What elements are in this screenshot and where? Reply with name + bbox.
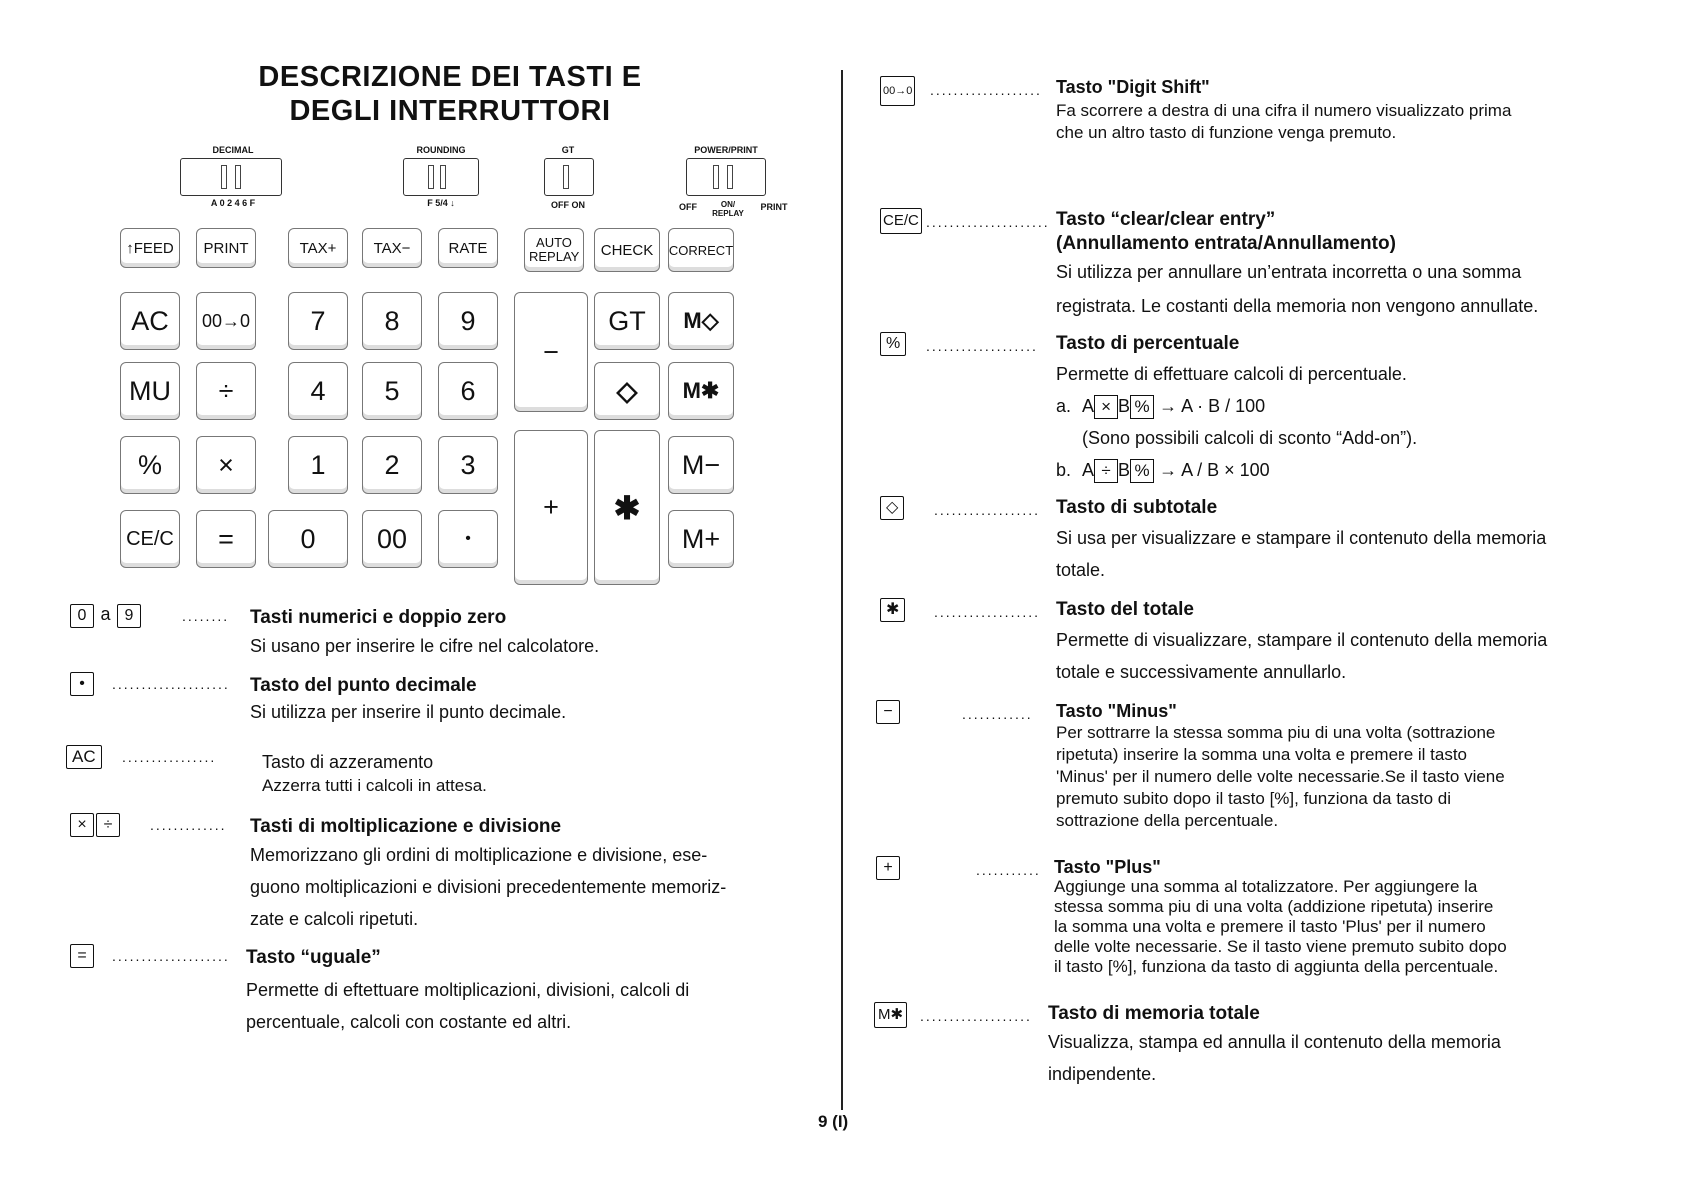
right-item-clear: [880, 208, 1670, 316]
item-text-line1: Si utilizza per annullare un’entrata incorretta o una somma: [1056, 262, 1522, 282]
minus-key: −: [514, 292, 588, 412]
feed-key: ↑FEED: [120, 228, 180, 268]
leader-dots: ........: [182, 608, 230, 624]
key-3: 3: [438, 436, 498, 494]
equals-key-icon: =: [70, 944, 94, 968]
leader-dots: ............: [962, 706, 1033, 722]
right-item-total: [880, 598, 1670, 682]
total-key-icon: ✱: [880, 598, 905, 622]
calculator-keyboard-illustration: [118, 140, 796, 590]
key-1: 1: [288, 436, 348, 494]
right-item-memory-total: [874, 1002, 1674, 1084]
left-item-equals: [70, 944, 830, 1032]
column-divider: [841, 70, 843, 1110]
item-text-line1: Si usa per visualizzare e stampare il contenuto della memoria: [1056, 528, 1547, 548]
percent-inline-key: %: [1130, 395, 1154, 419]
print-key: PRINT: [196, 228, 256, 268]
item-text-line1: Fa scorrere a destra di una cifra il numero visualizzato prima: [1056, 101, 1512, 120]
example-b: b. A ÷ B % → A / B × 100: [1056, 454, 1270, 486]
example-a: a. A × B % → A · B / 100: [1056, 390, 1265, 422]
key-6: 6: [438, 362, 498, 420]
right-item-subtotal: [880, 496, 1670, 580]
leader-dots: ...........: [976, 862, 1041, 878]
tax-plus-key: TAX+: [288, 228, 348, 268]
item-text-line5: sottrazione della percentuale.: [1056, 811, 1279, 830]
item-text: Si utilizza per inserire il punto decimale.: [250, 702, 567, 722]
decimal-switch: [180, 158, 282, 196]
page-title: [200, 60, 700, 128]
minus-key-icon: −: [876, 700, 900, 724]
leader-dots: ...................: [930, 82, 1042, 98]
item-title: Tasto del punto decimale: [250, 675, 477, 696]
power-print-switch: [686, 158, 766, 196]
plus-key: +: [514, 430, 588, 585]
item-text: Si usano per inserire le cifre nel calcolatore.: [250, 636, 600, 656]
item-title: Tasto "Plus": [1054, 857, 1161, 877]
left-item-multiply-divide: [70, 813, 830, 929]
divide-inline-key: ÷: [1094, 459, 1118, 483]
item-title: Tasto del totale: [1056, 599, 1194, 620]
item-text-line4: delle volte necessarie. Se il tasto viene premuto subito dopo: [1054, 937, 1507, 956]
item-text-line3: la somma una volta e premere il tasto 'Plus' per il numero: [1054, 917, 1486, 936]
item-title-line1: Tasto “clear/clear entry”: [1056, 209, 1276, 230]
power-switch-stop-off: OFF: [679, 202, 697, 212]
gt-key: GT: [594, 292, 660, 350]
item-text-line2: ripetuta) inserire la somma una volta e premere il tasto: [1056, 745, 1468, 764]
item-text-line2: registrata. Le costanti della memoria non vengono annullate.: [1056, 296, 1539, 316]
decimal-point-icon: •: [70, 672, 94, 696]
key-00: 00: [362, 510, 422, 568]
decimal-switch-stops: A 0 2 4 6 F: [210, 198, 256, 208]
percent-inline-key: %: [1130, 459, 1154, 483]
item-title: Tasto "Digit Shift": [1056, 77, 1210, 97]
item-text-line1: Visualizza, stampa ed annulla il contenuto della memoria: [1048, 1032, 1501, 1052]
memory-minus-key: M−: [668, 436, 734, 494]
memory-subtotal-key: M◇: [668, 292, 734, 350]
digit-shift-key-icon: 00→0: [880, 76, 915, 106]
key-9: 9: [438, 292, 498, 350]
multiply-key-icon: ×: [70, 813, 94, 837]
item-title: Tasto di azzeramento: [262, 752, 434, 772]
item-text-line2: totale e successivamente annullarlo.: [1056, 662, 1347, 682]
divide-key-icon: ÷: [96, 813, 120, 837]
leader-dots: ....................: [112, 948, 230, 964]
item-title: Tasto di percentuale: [1056, 333, 1240, 354]
leader-dots: ................: [122, 749, 217, 765]
page-title-line1: DESCRIZIONE DEI TASTI E: [258, 61, 642, 93]
item-text: Azzerra tutti i calcoli in attesa.: [262, 776, 487, 795]
rounding-switch-stops: F 5/4 ↓: [427, 198, 455, 208]
item-text-line1: Aggiunge una somma al totalizzatore. Per aggiungere la: [1054, 877, 1478, 896]
item-text-line1: Permette di visualizzare, stampare il contenuto della memoria: [1056, 630, 1548, 650]
page-title-line2: DEGLI INTERRUTTORI: [289, 95, 611, 127]
item-text-line1: Per sottrarre la stessa somma piu di una volta (sottrazione: [1056, 723, 1496, 742]
item-text-line4: premuto subito dopo il tasto [%], funziona da tasto di: [1056, 789, 1452, 808]
key-0-icon: 0: [70, 604, 94, 628]
divide-key: ÷: [196, 362, 256, 420]
gt-switch-stops: OFF ON: [551, 200, 585, 210]
mu-key: MU: [120, 362, 180, 420]
item-text-line2: totale.: [1056, 560, 1106, 580]
gt-switch: [544, 158, 594, 196]
ce-c-key: CE/C: [120, 510, 180, 568]
multiply-key: ×: [196, 436, 256, 494]
subtotal-key-icon: ◇: [880, 496, 904, 520]
example-a-note: (Sono possibili calcoli di sconto “Add-on”).: [1082, 428, 1418, 448]
item-text-line3: 'Minus' per il numero delle volte necessarie.Se il tasto viene: [1056, 767, 1505, 786]
item-text-line2: che un altro tasto di funzione venga premuto.: [1056, 123, 1397, 142]
left-item-decimal-point: [70, 672, 810, 722]
multiply-inline-key: ×: [1094, 395, 1118, 419]
leader-dots: ..................: [934, 502, 1041, 518]
leader-dots: .............: [150, 817, 227, 833]
ac-key-icon: AC: [66, 745, 102, 769]
subtotal-key: ◇: [594, 362, 660, 420]
leader-dots: ..................: [934, 604, 1041, 620]
ce-c-key-icon: CE/C: [880, 208, 922, 234]
percent-key-icon: %: [880, 332, 906, 356]
item-text-line1: Memorizzano gli ordini di moltiplicazione e divisione, ese-: [250, 845, 708, 865]
item-text: Permette di effettuare calcoli di percentuale.: [1056, 364, 1407, 384]
right-item-digit-shift: [880, 76, 1670, 142]
item-title: Tasti numerici e doppio zero: [250, 607, 507, 628]
leader-dots: .....................: [926, 214, 1050, 230]
correct-key: CORRECT: [668, 228, 734, 272]
left-item-numeric-keys: [70, 604, 810, 656]
memory-total-key-icon: M✱: [874, 1002, 907, 1028]
item-text-line2: percentuale, calcoli con costante ed altri.: [246, 1012, 572, 1032]
item-title: Tasto di subtotale: [1056, 497, 1218, 518]
total-key: ✱: [594, 430, 660, 585]
auto-replay-key: AUTO REPLAY: [524, 228, 584, 272]
right-item-percent: [880, 332, 1670, 481]
percent-key: %: [120, 436, 180, 494]
key-4: 4: [288, 362, 348, 420]
right-item-plus: [876, 856, 1676, 976]
check-key: CHECK: [594, 228, 660, 272]
item-text-line5: il tasto [%], funziona da tasto di aggiunta della percentuale.: [1054, 957, 1499, 976]
gt-switch-label: GT: [561, 145, 575, 155]
item-text-line3: zate e calcoli ripetuti.: [250, 909, 419, 929]
key-0: 0: [268, 510, 348, 568]
ac-key: AC: [120, 292, 180, 350]
leader-dots: ....................: [112, 676, 230, 692]
key-9-icon: 9: [117, 604, 141, 628]
item-title: Tasto “uguale”: [246, 947, 381, 968]
rounding-switch-label: ROUNDING: [416, 145, 466, 155]
item-text-line2: indipendente.: [1048, 1064, 1157, 1084]
item-title: Tasto di memoria totale: [1048, 1003, 1260, 1024]
decimal-switch-label: DECIMAL: [212, 145, 254, 155]
key-8: 8: [362, 292, 422, 350]
range-word: a: [100, 604, 111, 624]
left-item-ac: [66, 745, 806, 795]
power-switch-stop-print: PRINT: [760, 202, 788, 212]
plus-key-icon: +: [876, 856, 900, 880]
leader-dots: ...................: [926, 338, 1038, 354]
digit-shift-key: 00→0: [196, 292, 256, 350]
item-title: Tasti di moltiplicazione e divisione: [250, 816, 562, 837]
memory-total-key: M✱: [668, 362, 734, 420]
tax-minus-key: TAX−: [362, 228, 422, 268]
memory-plus-key: M+: [668, 510, 734, 568]
right-item-minus: [876, 700, 1676, 830]
key-2: 2: [362, 436, 422, 494]
item-text-line1: Permette di eftettuare moltiplicazioni, divisioni, calcoli di: [246, 980, 690, 1000]
leader-dots: ...................: [920, 1008, 1032, 1024]
page-number: 9 (I): [818, 1112, 849, 1131]
power-switch-stop-on-replay: ON/ REPLAY: [712, 200, 744, 218]
key-5: 5: [362, 362, 422, 420]
item-title-line2: (Annullamento entrata/Annullamento): [1056, 233, 1396, 254]
rounding-switch: [403, 158, 479, 196]
decimal-point-key: •: [438, 510, 498, 568]
rate-key: RATE: [438, 228, 498, 268]
equals-key: =: [196, 510, 256, 568]
power-switch-label: POWER/PRINT: [694, 145, 758, 155]
key-7: 7: [288, 292, 348, 350]
item-text-line2: guono moltiplicazioni e divisioni precedentemente memoriz-: [250, 877, 727, 897]
item-title: Tasto "Minus": [1056, 701, 1177, 721]
item-text-line2: stessa somma piu di una volta (addizione ripetuta) inserire: [1054, 897, 1494, 916]
